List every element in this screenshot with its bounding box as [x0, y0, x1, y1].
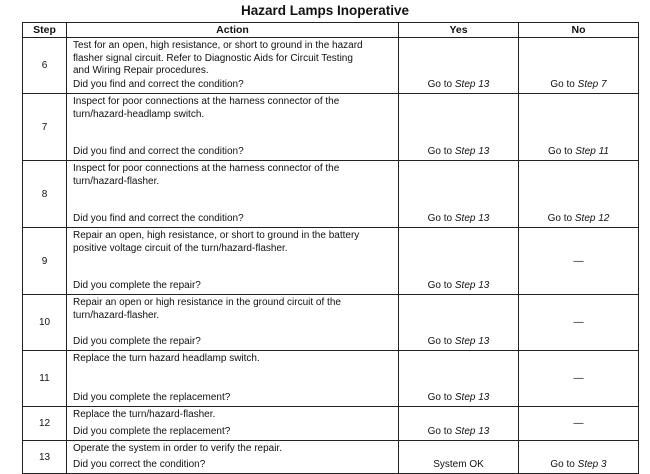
table-row [23, 94, 639, 161]
yes-prefix: Go to [427, 392, 455, 403]
yes-cell [399, 38, 519, 94]
header-step: Step [23, 23, 67, 38]
yes-cell [399, 295, 519, 351]
action-line: turn/hazard-headlamp switch. [73, 108, 205, 120]
action-line: Repair an open or high resistance in the ground circuit of the [73, 297, 341, 308]
action-question: Did you complete the replacement? [73, 425, 231, 437]
action-content [73, 40, 392, 91]
table-row [23, 407, 639, 441]
action-cell [67, 161, 399, 228]
no-cell [519, 441, 639, 474]
yes-text: System OK [433, 459, 484, 470]
action-content [73, 163, 392, 225]
no-prefix: Go to [547, 213, 575, 224]
step-number: 7 [23, 94, 67, 161]
table-row [23, 295, 639, 351]
header-yes: Yes [399, 23, 519, 38]
action-question: Did you find and correct the condition? [73, 145, 244, 157]
action-line: turn/hazard-flasher. [73, 175, 160, 187]
step-number: 11 [23, 351, 67, 407]
no-cell [519, 407, 639, 441]
action-line: and Wiring Repair procedures. [73, 65, 209, 76]
no-prefix: Go to [548, 146, 576, 157]
action-line: Inspect for poor connections at the harness connector of the [73, 163, 340, 174]
diagnostic-table [22, 22, 639, 474]
action-question: Did you find and correct the condition? [73, 78, 244, 90]
yes-step-ref: Step 13 [454, 426, 490, 437]
action-line: positive voltage circuit of the turn/hazard-flasher. [73, 242, 288, 254]
action-cell [67, 228, 399, 295]
action-content [73, 96, 392, 158]
yes-step-ref: Step 13 [454, 213, 490, 224]
action-question: Did you complete the repair? [73, 279, 201, 291]
action-text [73, 96, 392, 121]
header-no: No [519, 23, 639, 38]
action-line: Inspect for poor connections at the harness connector of the [73, 96, 340, 107]
action-text [73, 163, 392, 188]
action-cell [67, 94, 399, 161]
yes-step-ref: Step 13 [454, 146, 490, 157]
yes-step-ref: Step 13 [454, 392, 490, 403]
yes-step-ref: Step 13 [454, 79, 490, 90]
table-row [23, 441, 639, 474]
action-cell [67, 38, 399, 94]
action-text [73, 40, 392, 78]
yes-cell [399, 228, 519, 295]
yes-prefix: Go to [427, 146, 455, 157]
yes-prefix: Go to [427, 213, 455, 224]
step-number: 12 [23, 407, 67, 441]
yes-cell [399, 161, 519, 228]
yes-cell [399, 351, 519, 407]
no-text: — [573, 255, 584, 267]
yes-cell [399, 441, 519, 474]
action-content [73, 409, 392, 438]
no-step-ref: Step 12 [574, 213, 610, 224]
yes-step-ref: Step 13 [454, 336, 490, 347]
no-text: — [573, 373, 584, 384]
no-prefix: Go to [550, 459, 578, 470]
action-text [73, 409, 392, 422]
action-question: Did you complete the replacement? [73, 391, 231, 403]
action-content [73, 443, 392, 471]
action-text [73, 443, 392, 456]
no-text: — [573, 317, 584, 328]
action-line: Replace the turn hazard headlamp switch. [73, 353, 260, 364]
action-text [73, 353, 392, 366]
action-question: Did you find and correct the condition? [73, 212, 244, 224]
action-cell [67, 295, 399, 351]
yes-prefix: Go to [427, 79, 455, 90]
no-cell [519, 228, 639, 295]
step-number: 9 [23, 228, 67, 295]
action-content [73, 353, 392, 404]
no-step-ref: Step 11 [575, 146, 609, 157]
table-row [23, 351, 639, 407]
no-text: — [573, 418, 584, 429]
action-content [73, 297, 392, 348]
header-action: Action [67, 23, 399, 38]
no-cell [519, 38, 639, 94]
step-number: 10 [23, 295, 67, 351]
table-header-row [23, 23, 639, 38]
action-line: Test for an open, high resistance, or short to ground in the hazard [73, 40, 363, 51]
action-line: flasher signal circuit. Refer to Diagnostic Aids for Circuit Testing [73, 52, 353, 64]
yes-prefix: Go to [427, 280, 455, 291]
action-cell [67, 407, 399, 441]
action-line: Operate the system in order to verify the repair. [73, 443, 282, 454]
yes-prefix: Go to [427, 426, 455, 437]
step-number: 8 [23, 161, 67, 228]
yes-step-ref: Step 13 [454, 280, 490, 291]
action-content [73, 230, 392, 292]
action-line: Repair an open, high resistance, or short to ground in the battery [73, 230, 360, 241]
no-cell [519, 161, 639, 228]
yes-prefix: Go to [427, 336, 455, 347]
action-cell [67, 441, 399, 474]
action-question: Did you correct the condition? [73, 458, 206, 470]
table-row [23, 228, 639, 295]
step-number: 6 [23, 38, 67, 94]
action-line: Replace the turn/hazard-flasher. [73, 409, 216, 420]
action-text [73, 297, 392, 322]
no-step-ref: Step 7 [577, 79, 607, 90]
no-step-ref: Step 3 [577, 459, 607, 470]
action-line: turn/hazard-flasher. [73, 309, 160, 321]
table-row [23, 38, 639, 94]
no-cell [519, 94, 639, 161]
no-cell [519, 351, 639, 407]
page-title: Hazard Lamps Inoperative [240, 3, 410, 18]
step-number: 13 [23, 441, 67, 474]
action-text [73, 230, 392, 255]
no-prefix: Go to [550, 79, 578, 90]
action-question: Did you complete the repair? [73, 335, 201, 347]
yes-cell [399, 407, 519, 441]
action-cell [67, 351, 399, 407]
yes-cell [399, 94, 519, 161]
table-row [23, 161, 639, 228]
no-cell [519, 295, 639, 351]
